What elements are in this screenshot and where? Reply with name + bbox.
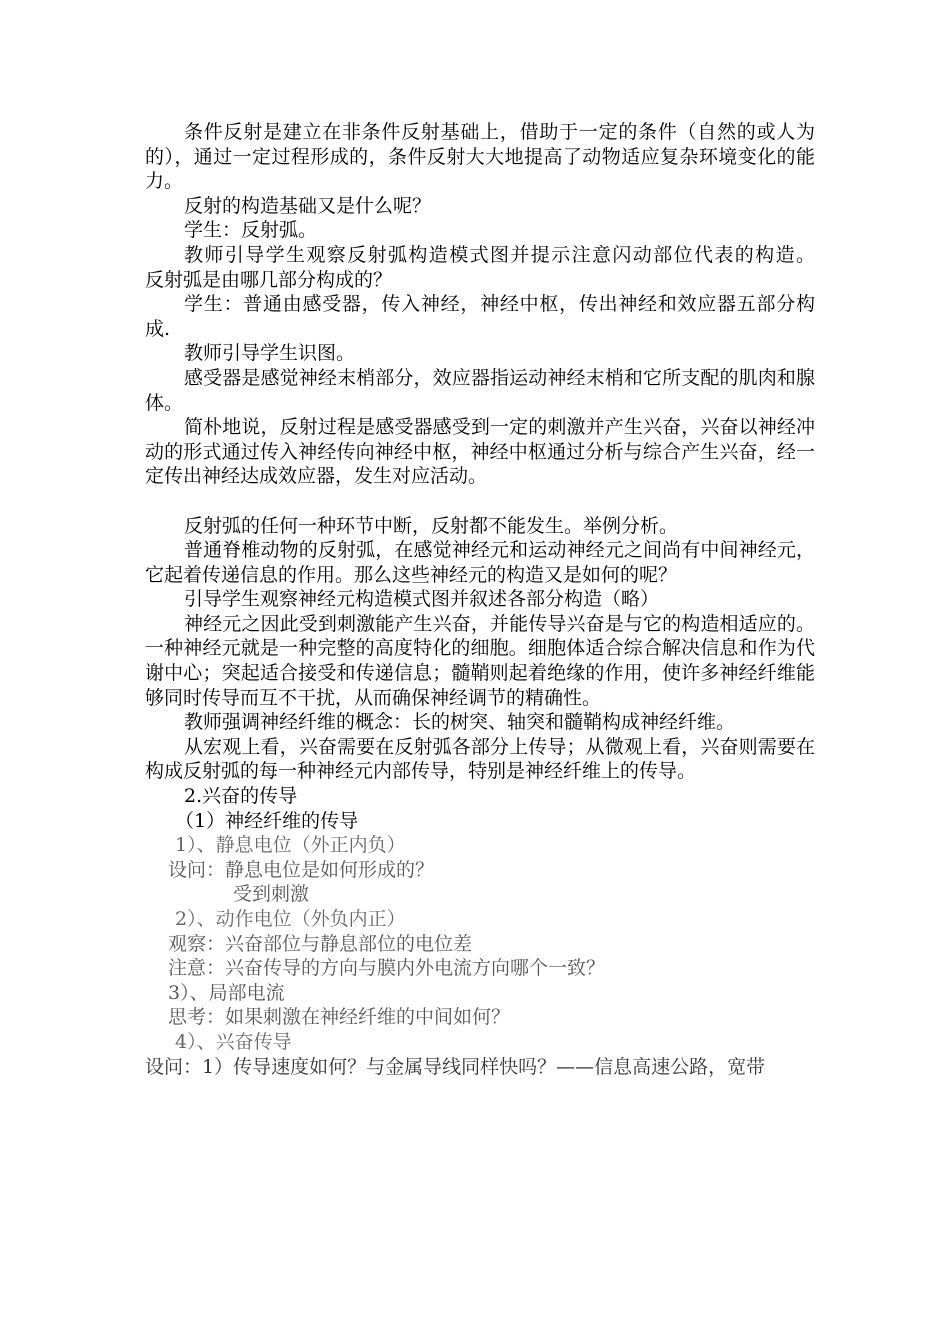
paragraph-nerve-fiber: 教师强调神经纤维的概念：长的树突、轴突和髓鞘构成神经纤维。 [184, 711, 736, 734]
paragraph-conditioned-reflex: 条件反射是建立在非条件反射基础上，借助于一定的条件（自然的或人为的），通过一定过程形成的，条件反射大大地提高了动物适应复杂环境变化的能力。 [145, 121, 815, 193]
outline-think: 思考：如果刺激在神经纤维的中间如何？ [168, 1006, 511, 1029]
paragraph-neuron-model: 引导学生观察神经元构造模式图并叙述各部分构造（略） [184, 588, 660, 611]
outline-item-local-current: 3）、局部电流 [168, 981, 285, 1004]
outline-observe: 观察：兴奋部位与静息部位的电位差 [168, 932, 473, 955]
outline-note: 注意：兴奋传导的方向与膜内外电流方向哪个一致？ [168, 957, 606, 980]
section-heading: 2.兴奋的传导 [184, 785, 298, 808]
outline-stimulated: 受到刺激 [233, 883, 310, 906]
paragraph-interneuron: 普通脊椎动物的反射弧，在感觉神经元和运动神经元之间尚有中间神经元，它起着传递信息的作用。那么这些神经元的构造又是如何的呢？ [145, 539, 815, 586]
paragraph-neuron-structure: 神经元之因此受到刺激能产生兴奋，并能传导兴奋是与它的构造相适应的。一种神经元就是一种完整的高度特化的细胞。细胞体适合综合解决信息和作为代谢中心；突起适合接受和传递信息；髓鞘则起着绝缘的作用，使许多神经纤维能够同时传导而互不干扰，从而确保神经调节的精确性。 [145, 612, 815, 709]
paragraph-macro-micro: 从宏观上看，兴奋需要在反射弧各部分上传导；从微观上看，兴奋则需要在构成反射弧的每一种神经元内部传导，特别是神经纤维上的传导。 [145, 735, 815, 783]
document-body [145, 120, 840, 1079]
subsection-heading: （1）神经纤维的传导 [175, 809, 359, 832]
outline-item-resting-potential: 1）、静息电位（外正内负） [175, 834, 406, 857]
paragraph-student-answer: 学生：反射弧。 [184, 219, 318, 242]
blank-line [145, 489, 815, 514]
paragraph-teacher-figure: 教师引导学生识图。 [184, 342, 356, 365]
outline-item-action-potential: 2）、动作电位（外负内正） [175, 908, 406, 930]
outline-last-question: 设问：1）传导速度如何？与金属导线同样快吗？——信息高速公路，宽带 [145, 1055, 766, 1078]
paragraph-student-components: 学生：普通由感受器，传入神经，神经中枢，传出神经和效应器五部分构成. [145, 293, 815, 340]
outline-question-resting: 设问：静息电位是如何形成的？ [168, 858, 435, 881]
paragraph-question-basis: 反射的构造基础又是什么呢？ [184, 194, 432, 217]
outline-item-conduction: 4）、兴奋传导 [175, 1030, 292, 1053]
paragraph-teacher-guide: 教师引导学生观察反射弧构造模式图并提示注意闪动部位代表的构造。 反射弧是由哪几部分构成的？ [145, 243, 840, 291]
paragraph-reflex-process: 简朴地说，反射过程是感受器感受到一定的刺激并产生兴奋，兴奋以神经冲动的形式通过传入神经传向神经中枢，神经中枢通过分析与综合产生兴奋，经一定传出神经达成效应器，发生对应活动。 [145, 416, 815, 488]
paragraph-receptor-effector: 感受器是感觉神经末梢部分，效应器指运动神经末梢和它所支配的肌肉和腺体。 [145, 366, 815, 414]
paragraph-reflex-interrupt: 反射弧的任何一种环节中断，反射都不能发生。举例分析。 [184, 514, 679, 537]
